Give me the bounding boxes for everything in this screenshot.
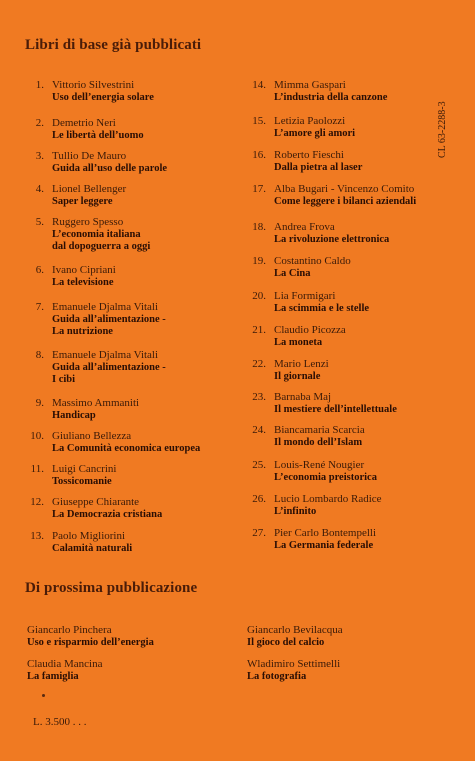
upcoming-entry [27,624,154,649]
book-number: 16. [252,149,266,161]
book-number: 1. [35,79,44,91]
book-number: 14. [252,79,266,91]
ink-dot [42,694,45,697]
catalog-code: CL 63-2288-3 [437,101,448,158]
book-author: Pier Carlo Bontempelli [274,527,377,539]
book-number: 9. [35,397,44,409]
book-author: Tullio De Mauro [52,150,127,162]
book-author: Ivano Cipriani [52,264,116,276]
published-heading: Libri di base già pubblicati [25,37,202,53]
book-author: Costantino Caldo [274,255,351,267]
book-author: Emanuele Djalma Vitali [52,301,159,313]
book-author: Lionel Bellenger [52,183,127,195]
book-number: 21. [252,324,266,336]
upcoming-entry [247,624,343,649]
book-author: Lucio Lombardo Radice [274,493,382,505]
book-number: 8. [35,349,44,361]
book-title: L’economia preistorica [274,471,377,483]
book-number: 4. [35,183,44,195]
upcoming-title: La fotografia [247,670,307,682]
book-number: 15. [252,115,266,127]
book-title: Tossicomanie [52,475,112,487]
book-title: La Comunità economica europea [52,442,201,454]
upcoming-title: La famiglia [27,670,79,682]
book-number: 7. [35,301,44,313]
upcoming-author: Giancarlo Pinchera [27,624,112,636]
book-number: 24. [252,424,266,436]
book-title: La Cina [274,267,311,279]
book-author: Demetrio Neri [52,117,116,129]
book-title: Il mondo dell’Islam [274,436,363,448]
book-number: 22. [252,358,266,370]
book-author: Biancamaria Scarcia [274,424,365,436]
book-title: Saper leggere [52,195,113,207]
book-author: Mario Lenzi [274,358,329,370]
price: L. 3.500 . . . [33,716,87,728]
book-author: Alba Bugari - Vincenzo Comito [274,183,415,195]
book-title: La moneta [274,336,323,348]
upcoming-heading: Di prossima pubblicazione [25,580,198,596]
book-title: Calamità naturali [52,542,133,554]
book-title: La rivoluzione elettronica [274,233,390,245]
upcoming-entry [27,658,102,683]
book-number: 5. [35,216,44,228]
book-number: 10. [30,430,44,442]
book-number: 19. [252,255,266,267]
book-author: Giuseppe Chiarante [52,496,140,508]
book-title: La Democrazia cristiana [52,508,163,520]
upcoming-title: Uso e risparmio dell’energia [27,636,154,648]
book-number: 18. [252,221,266,233]
book-author: Roberto Fieschi [274,149,344,161]
book-author: Giuliano Bellezza [52,430,132,442]
upcoming-title: Il gioco del calcio [247,636,325,648]
upcoming-author: Wladimiro Settimelli [247,658,341,670]
book-author: Claudio Picozza [274,324,346,336]
book-title: Guida all’alimentazione - La nutrizione [52,313,166,337]
book-title: Dalla pietra al laser [274,161,363,173]
book-title: L’economia italiana dal dopoguerra a oggi [52,228,151,252]
book-author: Lia Formigari [274,290,336,302]
book-author: Letizia Paolozzi [274,115,346,127]
book-title: La Germania federale [274,539,374,551]
book-title: Handicap [52,409,96,421]
book-title: Come leggere i bilanci aziendali [274,195,417,207]
book-number: 26. [252,493,266,505]
book-number: 3. [35,150,44,162]
book-number: 23. [252,391,266,403]
book-number: 12. [30,496,44,508]
book-number: 27. [252,527,266,539]
book-author: Louis-René Nougier [274,459,365,471]
book-number: 25. [252,459,266,471]
book-title: La scimmia e le stelle [274,302,370,314]
book-author: Massimo Ammaniti [52,397,140,409]
book-author: Andrea Frova [274,221,335,233]
book-author: Emanuele Djalma Vitali [52,349,159,361]
book-title: La televisione [52,276,114,288]
book-title: L’amore gli amori [274,127,356,139]
book-author: Mimma Gaspari [274,79,346,91]
book-title: Le libertà dell’uomo [52,129,144,141]
book-number: 11. [30,463,44,475]
upcoming-entry [247,658,340,683]
book-number: 13. [30,530,44,542]
book-number: 6. [35,264,44,276]
book-title: Uso dell’energia solare [52,91,154,103]
book-title: L’industria della canzone [274,91,388,103]
book-title: Il giornale [274,370,321,382]
book-author: Luigi Cancrini [52,463,117,475]
book-number: 20. [252,290,266,302]
book-author: Vittorio Silvestrini [52,79,135,91]
book-number: 17. [252,183,266,195]
book-title: Guida all’alimentazione - I cibi [52,361,166,385]
book-title: Guida all’uso delle parole [52,162,168,174]
book-title: Il mestiere dell’intellettuale [274,403,397,415]
book-title: L’infinito [274,505,317,517]
upcoming-author: Giancarlo Bevilacqua [247,624,343,636]
book-author: Paolo Migliorini [52,530,126,542]
upcoming-author: Claudia Mancina [27,658,103,670]
book-author: Ruggero Spesso [52,216,124,228]
book-number: 2. [35,117,44,129]
book-author: Barnaba Maj [274,391,332,403]
